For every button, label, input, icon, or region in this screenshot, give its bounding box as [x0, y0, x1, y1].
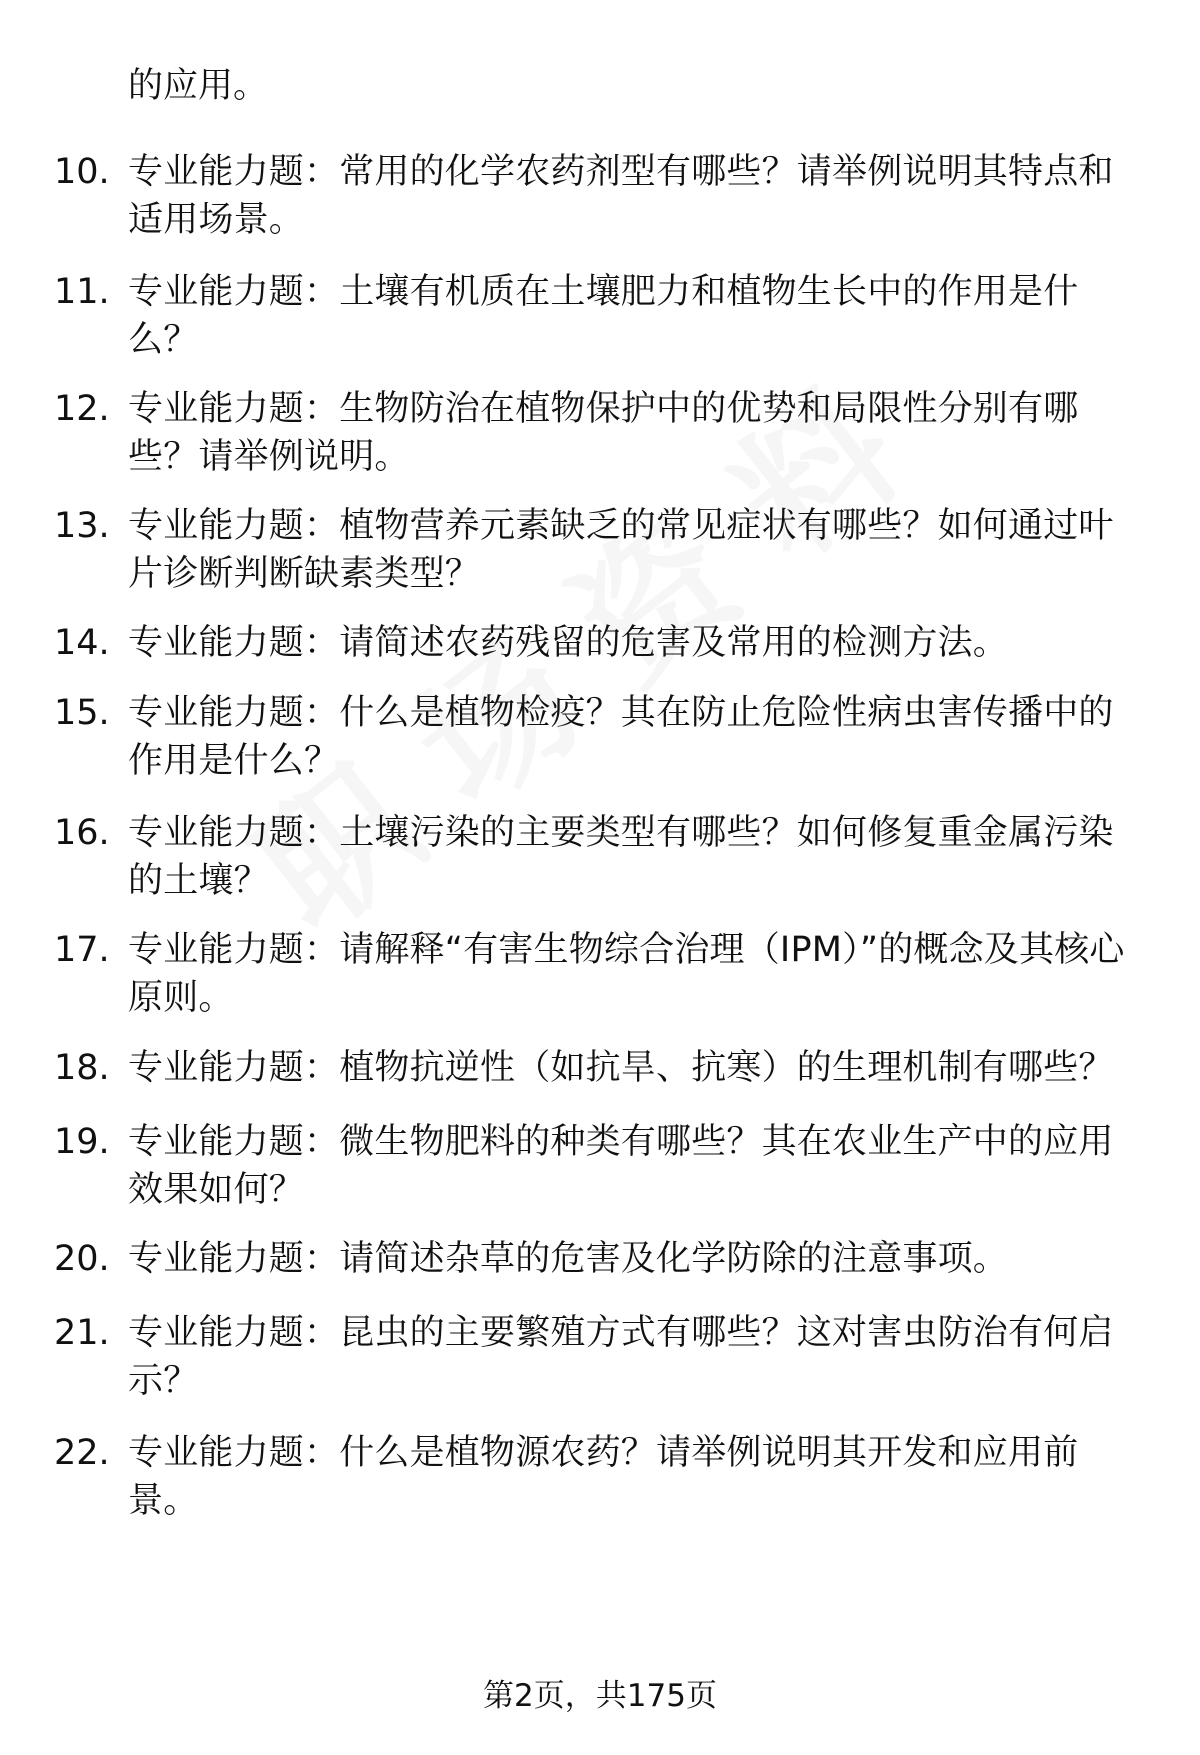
question-text: 专业能力题：微生物肥料的种类有哪些？其在农业生产中的应用效果如何？: [128, 1122, 1114, 1210]
question-text: 专业能力题：什么是植物检疫？其在防止危险性病虫害传播中的作用是什么？: [128, 693, 1114, 781]
question-text: 专业能力题：请解释“有害生物综合治理（IPM）”的概念及其核心原则。: [128, 930, 1125, 1018]
question-item: [0, 148, 1200, 268]
question-number: 22.: [54, 1433, 110, 1473]
question-text: 专业能力题：昆虫的主要繁殖方式有哪些？这对害虫防治有何启示？: [128, 1313, 1114, 1401]
question-text: 专业能力题：什么是植物源农药？请举例说明其开发和应用前景。: [128, 1433, 1079, 1521]
question-number: 17.: [54, 930, 110, 970]
question-number: 15.: [54, 693, 110, 733]
question-number: 13.: [54, 506, 110, 546]
question-text: 专业能力题：生物防治在植物保护中的优势和局限性分别有哪些？请举例说明。: [128, 389, 1079, 477]
question-number: 19.: [54, 1122, 110, 1162]
question-item: [0, 1235, 1200, 1309]
question-text: 专业能力题：植物营养元素缺乏的常见症状有哪些？如何通过叶片诊断判断缺素类型？: [128, 506, 1114, 594]
question-item: [0, 268, 1200, 385]
question-number: 18.: [54, 1048, 110, 1088]
question-text: 专业能力题：请简述杂草的危害及化学防除的注意事项。: [128, 1239, 1009, 1279]
question-item: [0, 1429, 1200, 1529]
question-text: 专业能力题：土壤有机质在土壤肥力和植物生长中的作用是什么？: [128, 272, 1079, 360]
question-item: [0, 1309, 1200, 1429]
question-number: 20.: [54, 1239, 110, 1279]
question-item: [0, 619, 1200, 689]
question-item: [0, 809, 1200, 926]
question-text: 专业能力题：土壤污染的主要类型有哪些？如何修复重金属污染的土壤？: [128, 813, 1114, 901]
question-number: 11.: [54, 272, 110, 312]
question-item: [0, 385, 1200, 502]
continuation-text: 的应用。: [128, 66, 269, 106]
question-item: [0, 926, 1200, 1044]
question-number: 16.: [54, 813, 110, 853]
question-number: 14.: [54, 623, 110, 663]
question-text: 专业能力题：请简述农药残留的危害及常用的检测方法。: [128, 623, 1009, 663]
question-number: 12.: [54, 389, 110, 429]
question-number: 21.: [54, 1313, 110, 1353]
page-footer: 第2页，共175页: [483, 1678, 717, 1714]
question-list: [0, 148, 1200, 1529]
question-number: 10.: [54, 152, 110, 192]
question-item: [0, 1044, 1200, 1118]
question-text: 专业能力题：常用的化学农药剂型有哪些？请举例说明其特点和适用场景。: [128, 152, 1114, 240]
question-item: [0, 1118, 1200, 1235]
question-text: 专业能力题：植物抗逆性（如抗旱、抗寒）的生理机制有哪些？: [128, 1048, 1114, 1088]
question-item: [0, 502, 1200, 619]
question-item: [0, 689, 1200, 809]
